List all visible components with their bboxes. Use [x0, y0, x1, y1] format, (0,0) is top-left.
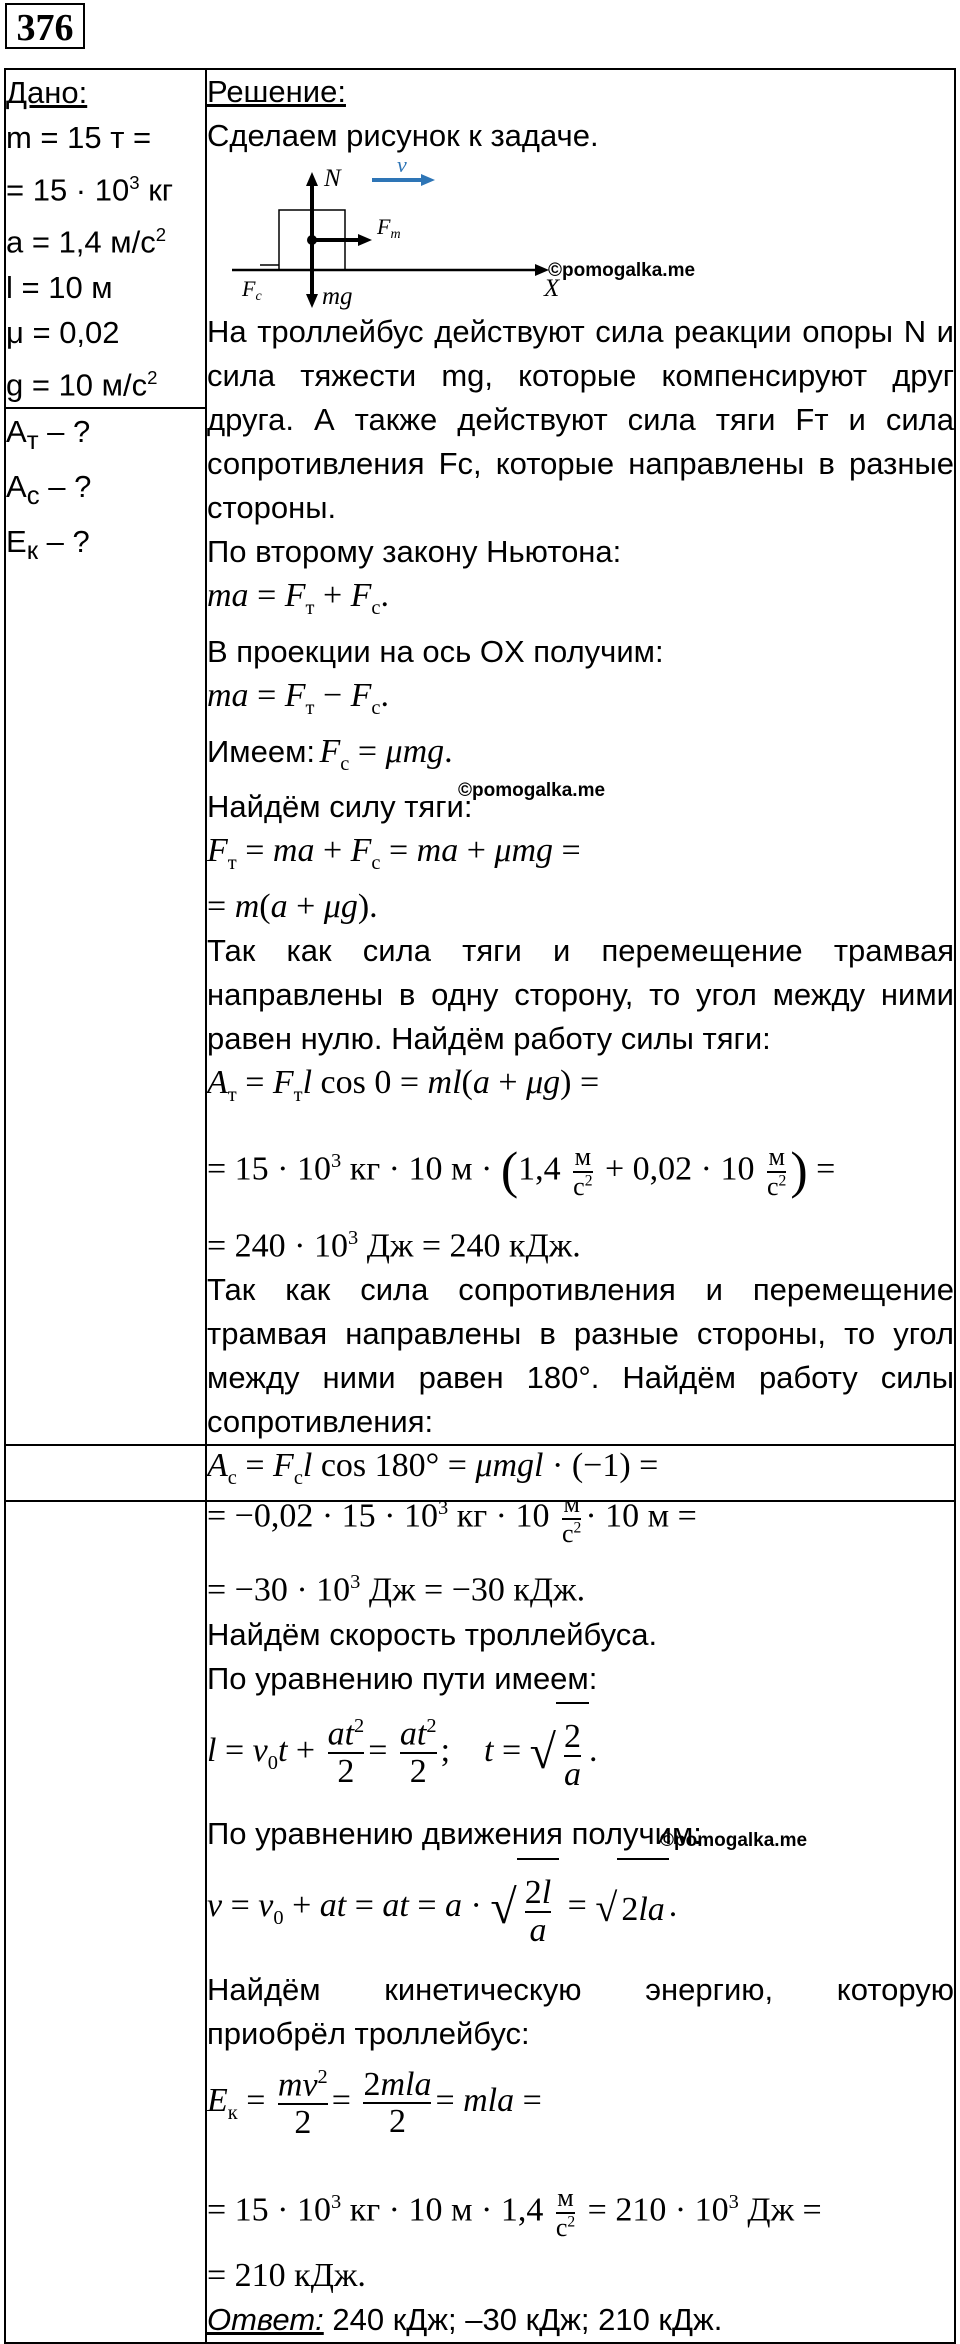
speed-label: Найдём скорость троллейбуса.	[207, 1616, 658, 1652]
speed-equation: $v = v_0$ + at = at = a · √ $\frac{2l}{a}$ = √ 2la .	[207, 1856, 954, 1968]
work-resistance-eq-1: $A_с = F_сl$ cos 180° = μmgl · (−1) =	[207, 1446, 659, 1489]
find-resistance-work: $А_с$ – ?	[6, 469, 92, 511]
solution-cell-2	[206, 1445, 955, 2343]
label-v: v	[397, 152, 407, 177]
find-cell	[5, 408, 206, 1501]
figure-intro: Сделаем рисунок к задаче.	[207, 118, 599, 153]
given-accel: a = 1,4 $м/с^2$	[6, 224, 167, 260]
work-thrust-eq-2: = $15 \cdot 10^3$ кг · 10 м · (1,4 м $с^2$ + 0,02 · 10 м $с^2$ ) =	[207, 1142, 836, 1201]
path-equation: $l = v_0t$ + $\frac{at^2}{2}$ = $\frac{at^2}{2}$ ; t = √ $\frac{2}{a}$ .	[207, 1701, 954, 1813]
given-length: l = 10 м	[6, 269, 113, 305]
given-mu: μ = 0,02	[6, 314, 120, 350]
newton-label: По второму закону Ньютона:	[207, 534, 622, 569]
answer-line: Ответ: 240 кДж; –30 кДж; 210 кДж.	[207, 2302, 723, 2338]
solution-title: Решение:	[207, 74, 346, 109]
empty-given-cell	[5, 1445, 206, 2343]
given-title: Дано:	[6, 75, 88, 110]
watermark-2: ©pomogalka.me	[458, 780, 606, 801]
find-kinetic-energy: $E_к$ – ?	[6, 524, 90, 566]
label-Ft: Fm	[377, 214, 401, 242]
watermark-1: ©pomogalka.me	[548, 260, 696, 281]
path-label: По уравнению пути имеем:	[207, 1660, 598, 1696]
energy-equation-1: $E_к$ = $\frac{mv^2}{2}$ = 2mla 2 = mla =	[207, 2065, 542, 2141]
watermark-3: ©pomogalka.me	[660, 1830, 808, 1851]
given-mass-si: = $15 \cdot 10^3$ кг	[6, 172, 174, 208]
given-cell	[5, 69, 206, 408]
label-N: N	[324, 165, 341, 192]
force-diagram	[227, 152, 560, 310]
thrust-equation-2: = m(a + μg).	[207, 888, 378, 926]
find-thrust-label: Найдём силу тяги:	[207, 789, 473, 825]
energy-text-2: приобрёл троллейбус:	[207, 2016, 530, 2052]
resistance-equation: Имеем: $F_с = \mu mg$.	[207, 732, 453, 775]
forces-paragraph: На троллейбус действуют сила реакции опоры N и сила тяжести mg, которые компенсируют друг друга. А также действуют сила тяги Fт и сила сопротивления Fс, которые направлены в разные стороны.	[207, 314, 954, 525]
solution-table-2	[4, 1444, 956, 2344]
projection-equation: ma = $F_т - F_с$.	[207, 676, 389, 719]
work-thrust-eq-1: $A_т = F_тl$ cos 0 = ml(a + μg) =	[207, 1064, 600, 1106]
motion-label: По уравнению движения получим:	[207, 1816, 702, 1852]
energy-text-1: Найдём кинетическую энергию, которую	[207, 1972, 954, 2008]
energy-equation-3: = 210 кДж.	[207, 2257, 366, 2295]
label-X: X	[544, 275, 560, 302]
work-resistance-eq-2: = $-0,02 \cdot 15 \cdot 10^3$ кг · 10 м $с^2$ · 10 м =	[207, 1489, 697, 1548]
thrust-equation-1: $F_т$ = ma + $F_с$ = ma + μmg =	[207, 832, 581, 875]
energy-equation-2: = $15 \cdot 10^3$ кг · 10 м · 1,4 м $с^2$ = $210 \cdot 10^3$ Дж =	[207, 2183, 822, 2242]
work-thrust-eq-3: = $240 \cdot 10^3$ Дж = 240 кДж.	[207, 1226, 581, 1264]
projection-label: В проекции на ось OX получим:	[207, 633, 664, 669]
label-mg: mg	[322, 283, 353, 310]
problem-number: 376	[5, 3, 85, 49]
given-g: g = 10 $м/с^2$	[6, 366, 158, 402]
find-thrust-work: $А_т$ – ?	[6, 413, 91, 456]
work-resistance-eq-3: = $-30 \cdot 10^3$ Дж = −30 кДж.	[207, 1571, 586, 1609]
label-Fc: Fc	[242, 276, 262, 304]
newton-equation: ma = $F_т + F_с$.	[207, 577, 389, 619]
work-resistance-paragraph: Так как сила сопротивления и перемещение трамвая направлены в разные стороны, то угол между ними равен 180°. Найдём работу силы сопротивления:	[207, 1271, 954, 1439]
work-thrust-paragraph: Так как сила тяги и перемещение трамвая направлены в одну сторону, то угол между ними равен нулю. Найдём работу силы тяги:	[207, 933, 954, 1057]
given-mass: m = 15 т =	[6, 120, 152, 155]
